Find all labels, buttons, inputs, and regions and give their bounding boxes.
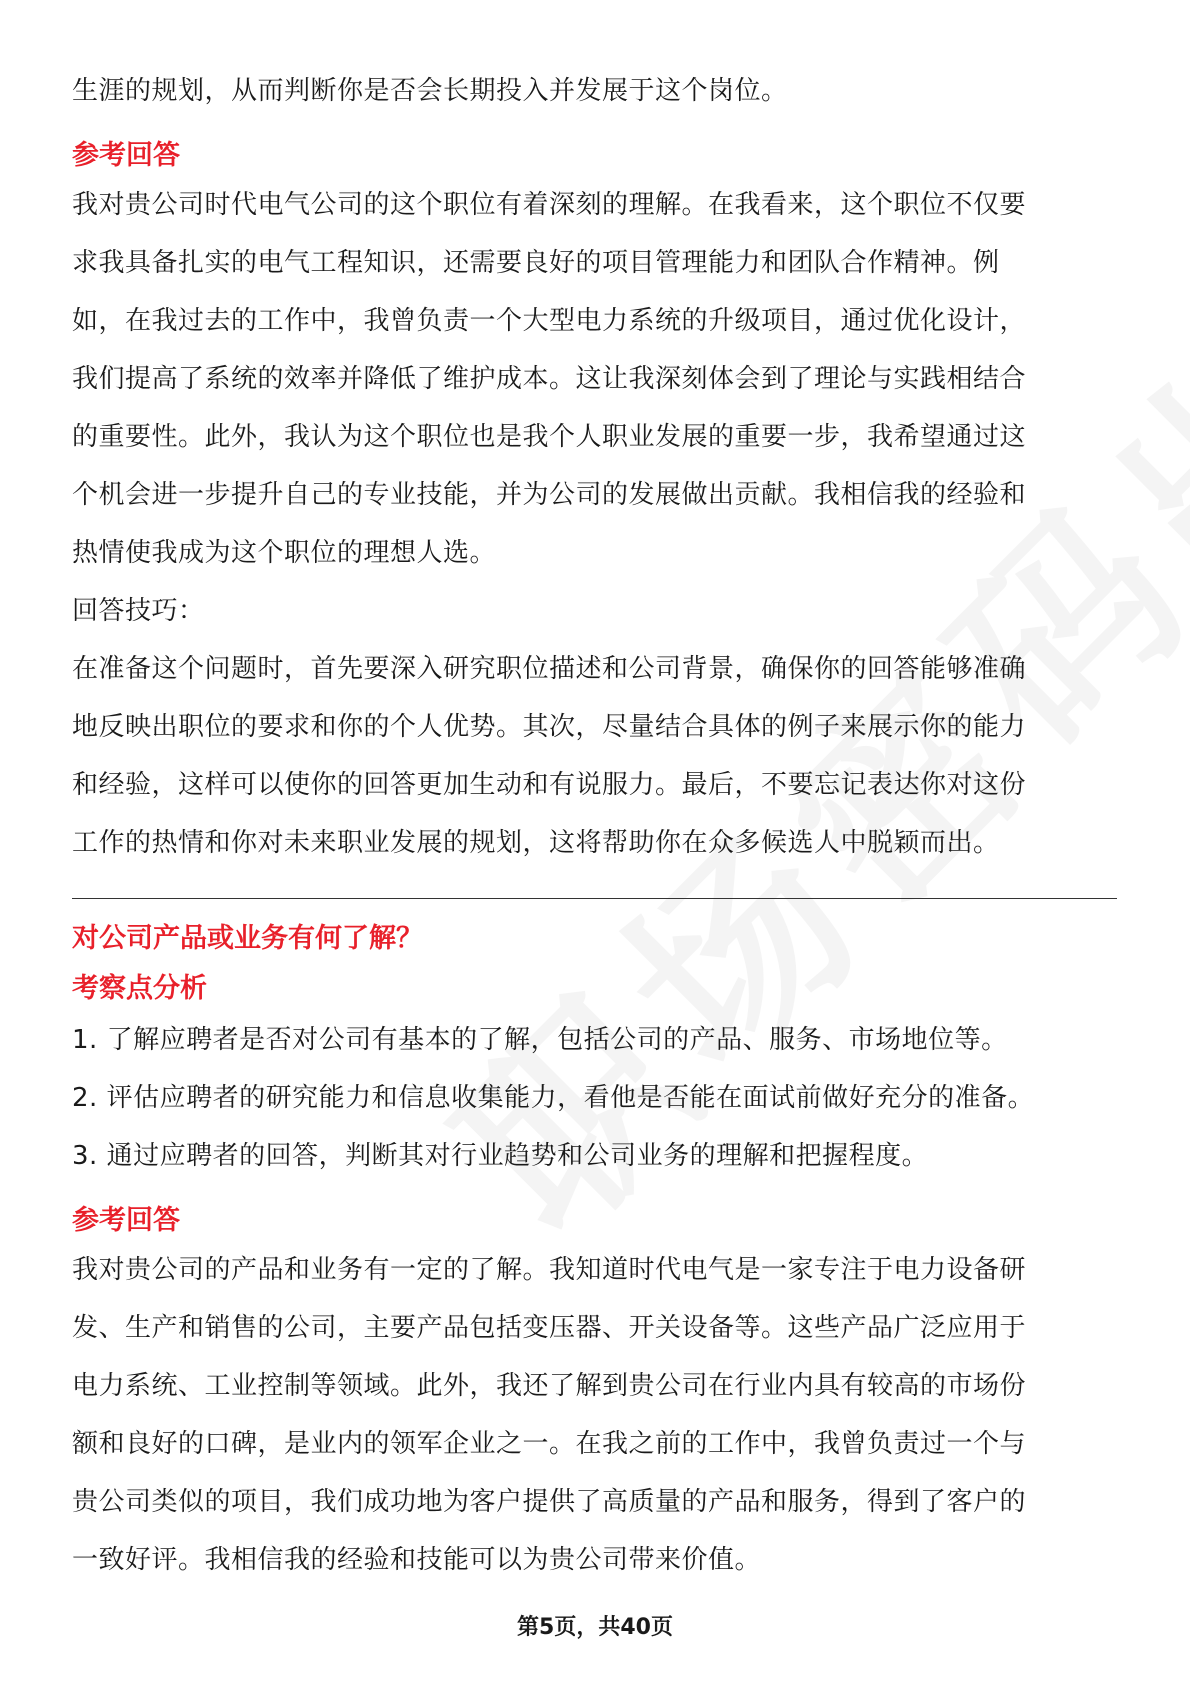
list-item: 1. 了解应聘者是否对公司有基本的了解，包括公司的产品、服务、市场地位等。 [72, 1025, 1008, 1055]
intro-tail-text: 生涯的规划，从而判断你是否会长期投入并发展于这个岗位。 [72, 76, 788, 106]
tips-line: 和经验，这样可以使你的回答更加生动和有说服力。最后，不要忘记表达你对这份 [72, 770, 1027, 800]
tips-line: 地反映出职位的要求和你的个人优势。其次，尽量结合具体的例子来展示你的能力 [72, 712, 1027, 742]
answer-line: 我对贵公司的产品和业务有一定的了解。我知道时代电气是一家专注于电力设备研 [72, 1255, 1027, 1285]
answer-heading-2: 参考回答 [72, 1205, 180, 1236]
list-item: 2. 评估应聘者的研究能力和信息收集能力，看他是否能在面试前做好充分的准备。 [72, 1083, 1035, 1113]
answer-line: 热情使我成为这个职位的理想人选。 [72, 538, 497, 568]
answer-line: 的重要性。此外，我认为这个职位也是我个人职业发展的重要一步，我希望通过这 [72, 422, 1027, 452]
answer-line: 电力系统、工业控制等领域。此外，我还了解到贵公司在行业内具有较高的市场份 [72, 1371, 1027, 1401]
section-divider [72, 898, 1117, 899]
answer-heading-1: 参考回答 [72, 140, 180, 171]
answer-line: 一致好评。我相信我的经验和技能可以为贵公司带来价值。 [72, 1545, 762, 1575]
analysis-heading: 考察点分析 [72, 973, 207, 1004]
answer-paragraph-1 [72, 176, 1117, 582]
answer-line: 求我具备扎实的电气工程知识，还需要良好的项目管理能力和团队合作精神。例 [72, 248, 1000, 278]
analysis-list [72, 1011, 1117, 1185]
tips-line: 在准备这个问题时，首先要深入研究职位描述和公司背景，确保你的回答能够准确 [72, 654, 1027, 684]
answer-line: 发、生产和销售的公司，主要产品包括变压器、开关设备等。这些产品广泛应用于 [72, 1313, 1027, 1343]
answer-line: 个机会进一步提升自己的专业技能，并为公司的发展做出贡献。我相信我的经验和 [72, 480, 1027, 510]
tips-line: 工作的热情和你对未来职业发展的规划，这将帮助你在众多候选人中脱颖而出。 [72, 828, 1000, 858]
tips-paragraph [72, 640, 1117, 872]
answer-line: 额和良好的口碑，是业内的领军企业之一。在我之前的工作中，我曾负责过一个与 [72, 1429, 1027, 1459]
answer-line: 我们提高了系统的效率并降低了维护成本。这让我深刻体会到了理论与实践相结合 [72, 364, 1027, 394]
question-heading: 对公司产品或业务有何了解？ [72, 923, 423, 954]
answer-paragraph-2 [72, 1241, 1117, 1589]
document-page [72, 62, 1117, 1589]
answer-line: 我对贵公司时代电气公司的这个职位有着深刻的理解。在我看来，这个职位不仅要 [72, 190, 1027, 220]
answer-line: 如，在我过去的工作中，我曾负责一个大型电力系统的升级项目，通过优化设计， [72, 306, 1027, 336]
answer-line: 贵公司类似的项目，我们成功地为客户提供了高质量的产品和服务，得到了客户的 [72, 1487, 1027, 1517]
tips-label: 回答技巧： [72, 596, 205, 626]
page-number: 第5页，共40页 [517, 1615, 673, 1640]
list-item: 3. 通过应聘者的回答，判断其对行业趋势和公司业务的理解和把握程度。 [72, 1141, 929, 1171]
